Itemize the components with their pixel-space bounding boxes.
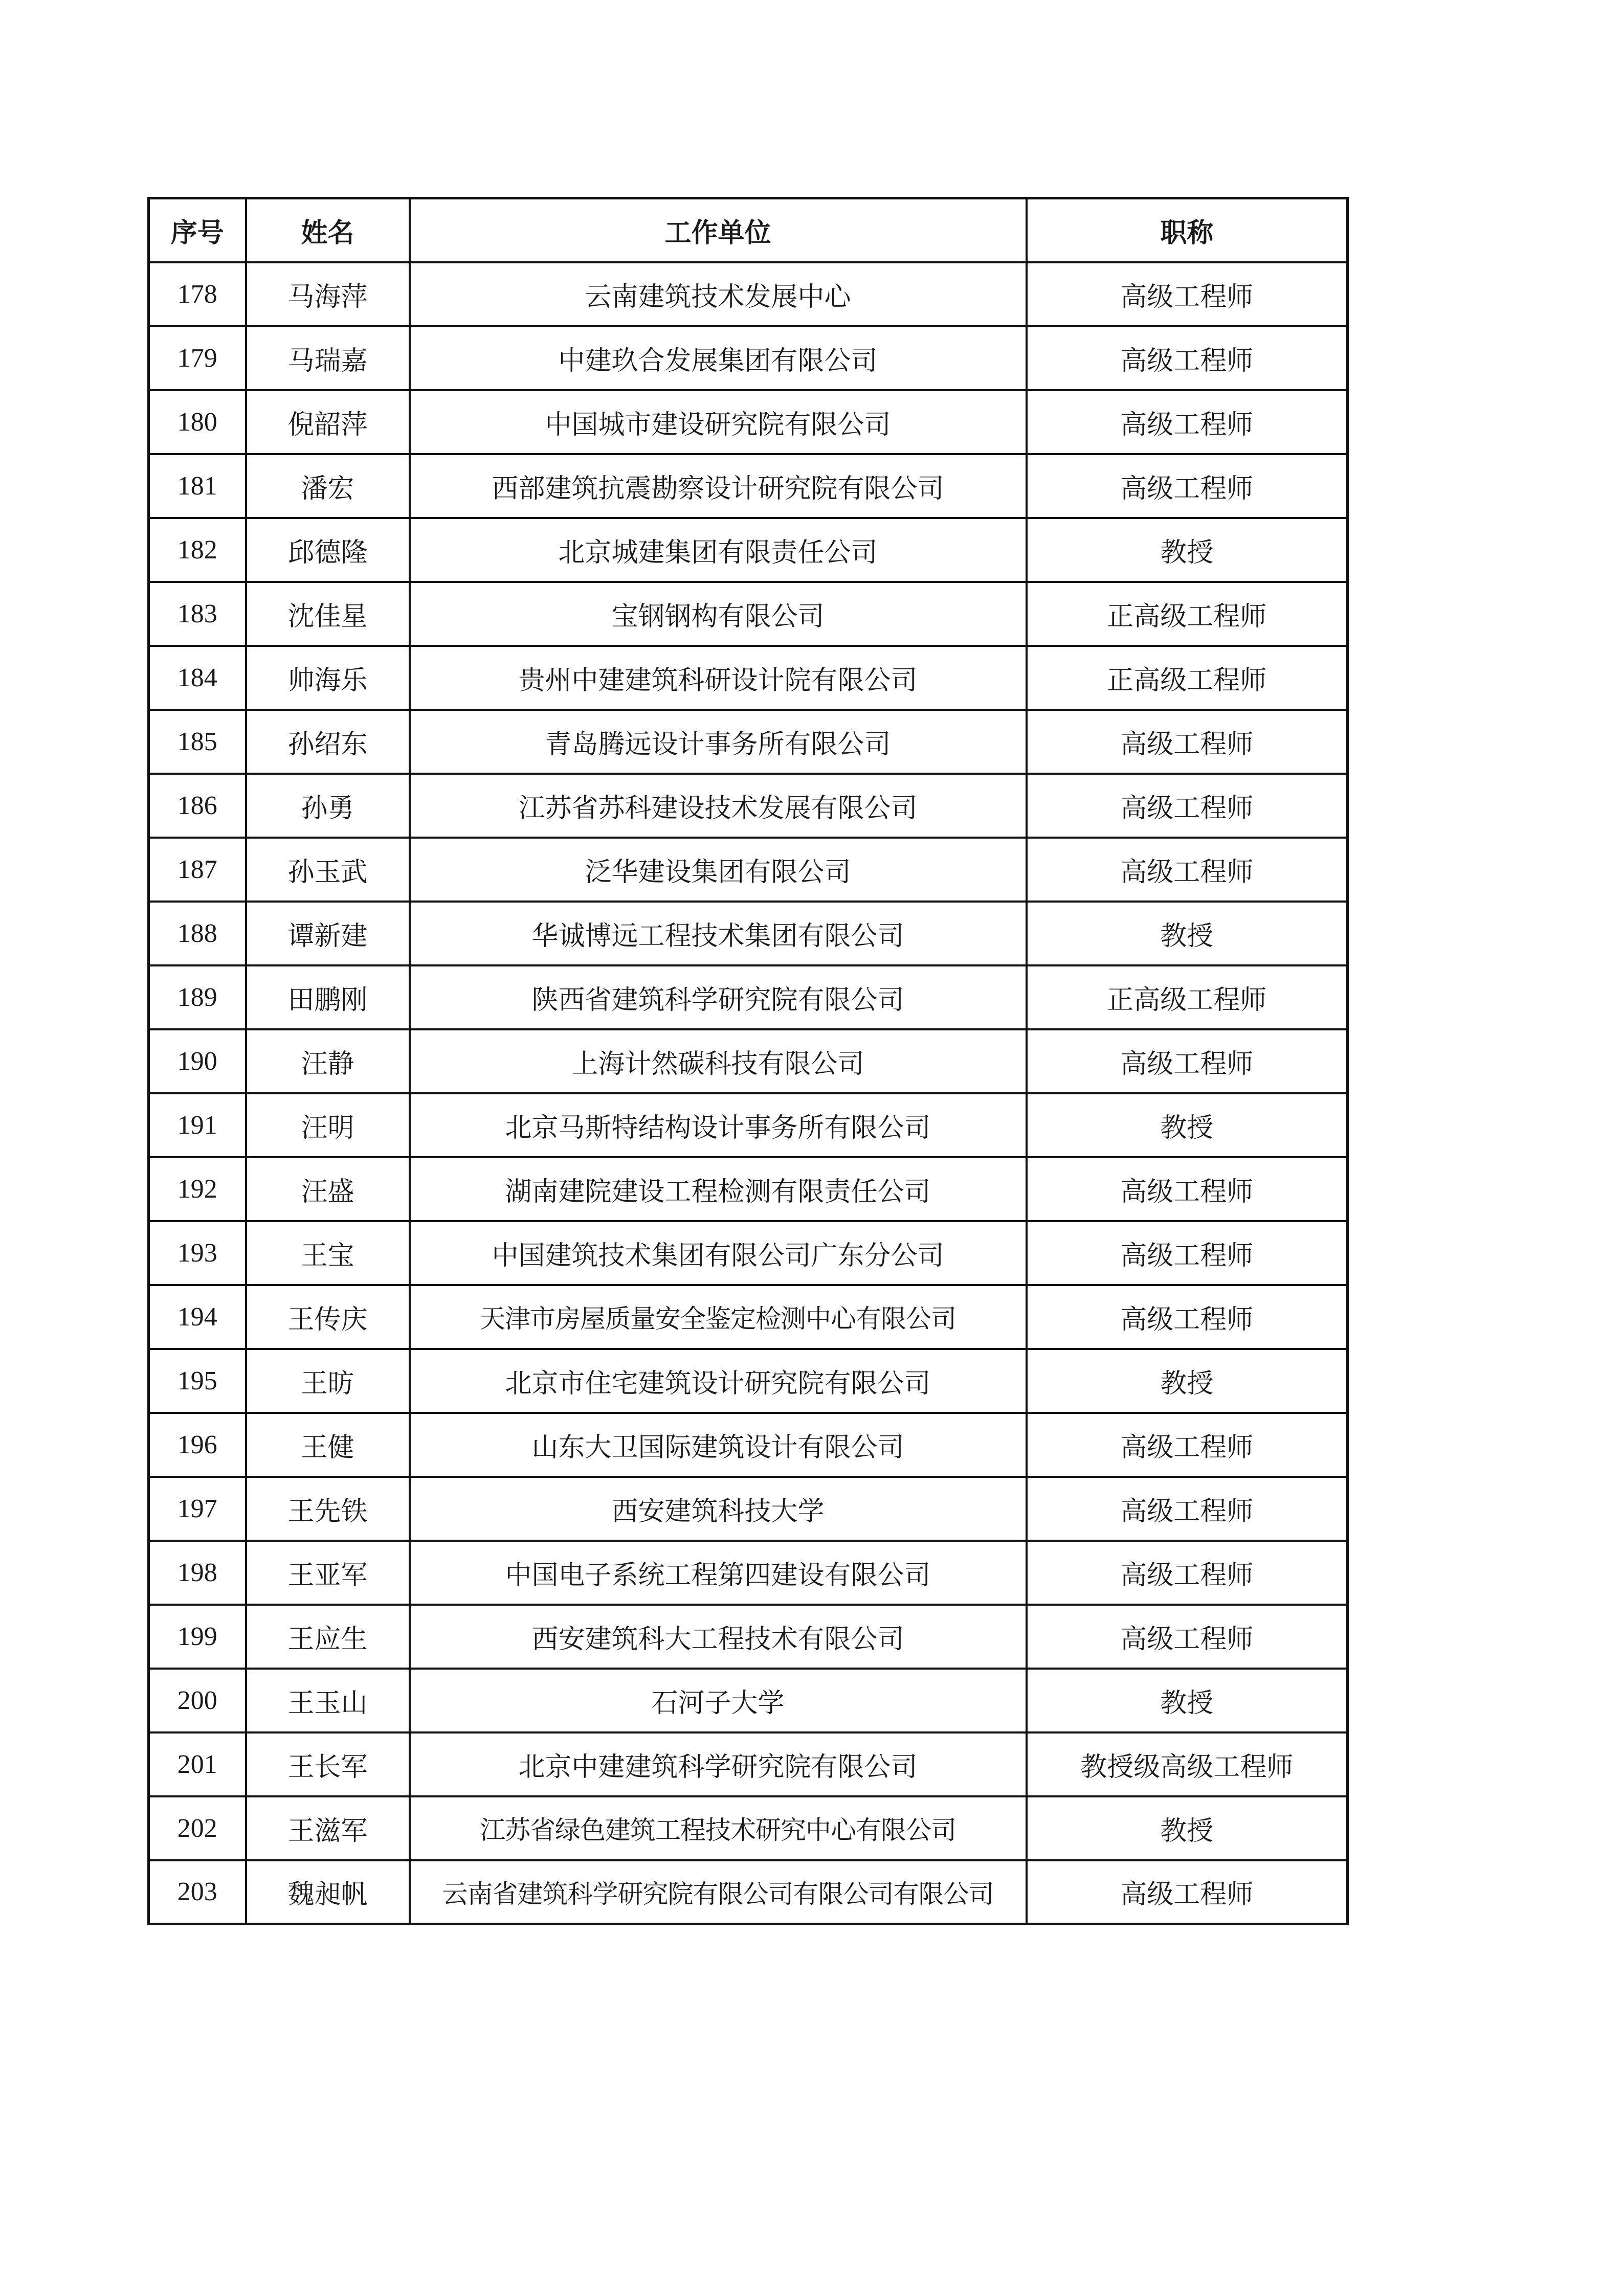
cell-title: 高级工程师 (1027, 1157, 1348, 1221)
cell-name: 王长军 (246, 1732, 410, 1796)
table-row (149, 262, 1348, 326)
table-row (149, 326, 1348, 390)
cell-unit: 江苏省苏科建设技术发展有限公司 (410, 774, 1027, 838)
cell-unit: 湖南建院建设工程检测有限责任公司 (410, 1157, 1027, 1221)
table-row (149, 1349, 1348, 1413)
table-row (149, 1285, 1348, 1349)
cell-unit: 北京中建建筑科学研究院有限公司 (410, 1732, 1027, 1796)
cell-title: 高级工程师 (1027, 1029, 1348, 1093)
cell-name: 王先铁 (246, 1477, 410, 1541)
table-row (149, 454, 1348, 518)
cell-title: 教授 (1027, 1349, 1348, 1413)
roster-table (147, 197, 1349, 1925)
cell-unit: 北京市住宅建筑设计研究院有限公司 (410, 1349, 1027, 1413)
cell-title: 高级工程师 (1027, 262, 1348, 326)
header-unit: 工作单位 (410, 198, 1027, 262)
cell-title: 高级工程师 (1027, 454, 1348, 518)
cell-title: 高级工程师 (1027, 1477, 1348, 1541)
table-row (149, 1541, 1348, 1605)
cell-seq: 186 (149, 774, 246, 838)
cell-name: 汪静 (246, 1029, 410, 1093)
cell-name: 王亚军 (246, 1541, 410, 1605)
cell-seq: 182 (149, 518, 246, 582)
table-row (149, 1860, 1348, 1924)
table-row (149, 774, 1348, 838)
cell-name: 倪韶萍 (246, 390, 410, 454)
header-title: 职称 (1027, 198, 1348, 262)
cell-seq: 187 (149, 838, 246, 902)
cell-seq: 180 (149, 390, 246, 454)
cell-unit: 天津市房屋质量安全鉴定检测中心有限公司 (410, 1285, 1027, 1349)
cell-title: 高级工程师 (1027, 390, 1348, 454)
cell-unit: 青岛腾远设计事务所有限公司 (410, 710, 1027, 774)
cell-name: 潘宏 (246, 454, 410, 518)
cell-unit: 西安建筑科大工程技术有限公司 (410, 1605, 1027, 1669)
table-row (149, 902, 1348, 965)
header-seq: 序号 (149, 198, 246, 262)
cell-unit: 泛华建设集团有限公司 (410, 838, 1027, 902)
cell-title: 正高级工程师 (1027, 582, 1348, 646)
table-row (149, 1669, 1348, 1732)
cell-name: 邱德隆 (246, 518, 410, 582)
cell-title: 教授 (1027, 1669, 1348, 1732)
cell-name: 汪明 (246, 1093, 410, 1157)
cell-seq: 190 (149, 1029, 246, 1093)
cell-seq: 201 (149, 1732, 246, 1796)
cell-name: 谭新建 (246, 902, 410, 965)
cell-seq: 198 (149, 1541, 246, 1605)
cell-unit: 中国电子系统工程第四建设有限公司 (410, 1541, 1027, 1605)
table-row (149, 1221, 1348, 1285)
cell-unit: 中国建筑技术集团有限公司广东分公司 (410, 1221, 1027, 1285)
cell-seq: 188 (149, 902, 246, 965)
table-header (149, 198, 1348, 262)
cell-name: 孙勇 (246, 774, 410, 838)
cell-seq: 203 (149, 1860, 246, 1924)
cell-seq: 189 (149, 965, 246, 1029)
cell-unit: 中国城市建设研究院有限公司 (410, 390, 1027, 454)
cell-seq: 194 (149, 1285, 246, 1349)
cell-title: 高级工程师 (1027, 1413, 1348, 1477)
cell-title: 教授 (1027, 902, 1348, 965)
table-row (149, 1413, 1348, 1477)
cell-unit: 西安建筑科技大学 (410, 1477, 1027, 1541)
cell-unit: 云南省建筑科学研究院有限公司有限公司有限公司 (410, 1860, 1027, 1924)
cell-seq: 196 (149, 1413, 246, 1477)
header-name: 姓名 (246, 198, 410, 262)
cell-seq: 183 (149, 582, 246, 646)
cell-title: 高级工程师 (1027, 838, 1348, 902)
cell-name: 王宝 (246, 1221, 410, 1285)
cell-name: 王传庆 (246, 1285, 410, 1349)
cell-name: 汪盛 (246, 1157, 410, 1221)
cell-unit: 陕西省建筑科学研究院有限公司 (410, 965, 1027, 1029)
cell-unit: 江苏省绿色建筑工程技术研究中心有限公司 (410, 1796, 1027, 1860)
table-row (149, 1605, 1348, 1669)
cell-title: 高级工程师 (1027, 1221, 1348, 1285)
cell-unit: 北京城建集团有限责任公司 (410, 518, 1027, 582)
cell-title: 教授 (1027, 1093, 1348, 1157)
cell-title: 正高级工程师 (1027, 965, 1348, 1029)
cell-seq: 191 (149, 1093, 246, 1157)
cell-seq: 200 (149, 1669, 246, 1732)
cell-unit: 中建玖合发展集团有限公司 (410, 326, 1027, 390)
cell-name: 马海萍 (246, 262, 410, 326)
table-row (149, 582, 1348, 646)
cell-seq: 197 (149, 1477, 246, 1541)
table-row (149, 710, 1348, 774)
cell-unit: 石河子大学 (410, 1669, 1027, 1732)
cell-title: 教授级高级工程师 (1027, 1732, 1348, 1796)
cell-name: 田鹏刚 (246, 965, 410, 1029)
cell-title: 教授 (1027, 1796, 1348, 1860)
cell-unit: 华诚博远工程技术集团有限公司 (410, 902, 1027, 965)
cell-seq: 179 (149, 326, 246, 390)
table-row (149, 965, 1348, 1029)
cell-name: 王应生 (246, 1605, 410, 1669)
table-row (149, 838, 1348, 902)
cell-name: 王健 (246, 1413, 410, 1477)
table-row (149, 646, 1348, 710)
table-row (149, 1029, 1348, 1093)
cell-seq: 185 (149, 710, 246, 774)
cell-seq: 199 (149, 1605, 246, 1669)
cell-seq: 195 (149, 1349, 246, 1413)
cell-unit: 山东大卫国际建筑设计有限公司 (410, 1413, 1027, 1477)
cell-seq: 181 (149, 454, 246, 518)
table-row (149, 1796, 1348, 1860)
cell-seq: 178 (149, 262, 246, 326)
cell-seq: 184 (149, 646, 246, 710)
table-row (149, 1157, 1348, 1221)
table-row (149, 518, 1348, 582)
table-row (149, 1477, 1348, 1541)
cell-name: 王滋军 (246, 1796, 410, 1860)
header-row (149, 198, 1348, 262)
cell-unit: 北京马斯特结构设计事务所有限公司 (410, 1093, 1027, 1157)
cell-title: 高级工程师 (1027, 326, 1348, 390)
cell-unit: 云南建筑技术发展中心 (410, 262, 1027, 326)
cell-name: 魏昶帆 (246, 1860, 410, 1924)
cell-name: 王玉山 (246, 1669, 410, 1732)
cell-title: 教授 (1027, 518, 1348, 582)
cell-title: 高级工程师 (1027, 1285, 1348, 1349)
table-row (149, 1732, 1348, 1796)
cell-name: 孙玉武 (246, 838, 410, 902)
cell-title: 高级工程师 (1027, 774, 1348, 838)
cell-unit: 上海计然碳科技有限公司 (410, 1029, 1027, 1093)
table-row (149, 1093, 1348, 1157)
cell-title: 高级工程师 (1027, 1541, 1348, 1605)
cell-name: 孙绍东 (246, 710, 410, 774)
table-body (149, 262, 1348, 1924)
cell-name: 沈佳星 (246, 582, 410, 646)
cell-seq: 202 (149, 1796, 246, 1860)
cell-unit: 宝钢钢构有限公司 (410, 582, 1027, 646)
cell-name: 王昉 (246, 1349, 410, 1413)
cell-unit: 贵州中建建筑科研设计院有限公司 (410, 646, 1027, 710)
cell-seq: 192 (149, 1157, 246, 1221)
cell-title: 高级工程师 (1027, 1860, 1348, 1924)
table-row (149, 390, 1348, 454)
cell-name: 马瑞嘉 (246, 326, 410, 390)
cell-unit: 西部建筑抗震勘察设计研究院有限公司 (410, 454, 1027, 518)
cell-title: 正高级工程师 (1027, 646, 1348, 710)
cell-title: 高级工程师 (1027, 710, 1348, 774)
cell-seq: 193 (149, 1221, 246, 1285)
cell-name: 帅海乐 (246, 646, 410, 710)
cell-title: 高级工程师 (1027, 1605, 1348, 1669)
